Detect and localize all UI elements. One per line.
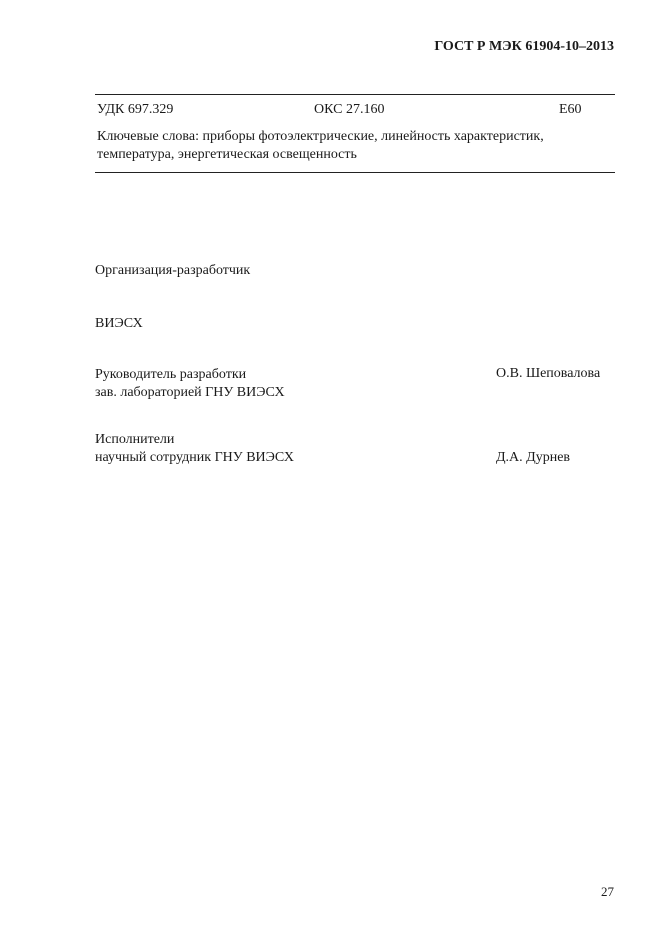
- keywords: Ключевые слова: приборы фотоэлектрические, линейность характеристик, температура, энергетическая освещенность: [97, 129, 544, 162]
- executor-name: Д.А. Дурнев: [496, 450, 571, 465]
- lead-name: О.В. Шеповалова: [496, 366, 601, 381]
- lead-role-line1: Руководитель разработки: [95, 367, 247, 382]
- executors-block: [95, 431, 294, 467]
- executor-role: научный сотрудник ГНУ ВИЭСХ: [95, 450, 294, 465]
- organization-name: ВИЭСХ: [95, 316, 143, 331]
- organization-label: Организация-разработчик: [95, 263, 251, 278]
- lead-role: [95, 366, 285, 402]
- classification-code: Е60: [559, 102, 582, 117]
- standard-id: ГОСТ Р МЭК 61904-10–2013: [434, 39, 614, 54]
- page-number: 27: [601, 884, 614, 899]
- udk-code: УДК 697.329: [97, 102, 174, 117]
- lead-role-line2: зав. лабораторией ГНУ ВИЭСХ: [95, 385, 285, 400]
- executors-label: Исполнители: [95, 432, 175, 447]
- oks-code: ОКС 27.160: [314, 102, 385, 117]
- bottom-divider: [95, 172, 615, 173]
- top-divider: [95, 94, 615, 95]
